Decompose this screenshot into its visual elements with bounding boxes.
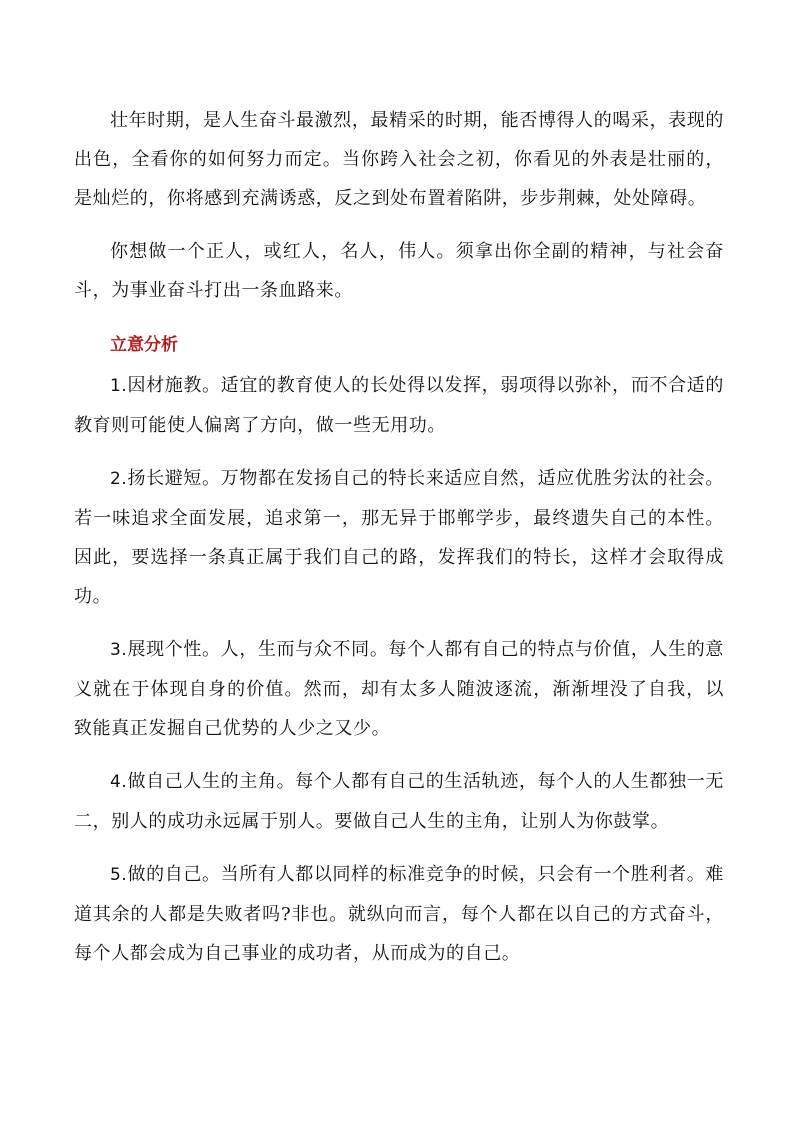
section-heading: 立意分析 — [110, 335, 178, 355]
item-text: 做自己人生的主角。每个人都有自己的生活轨迹，每个人的人生都独一无二，别人的成功永远属于别人。要做自己人生的主角，让别人为你鼓掌。 — [74, 771, 724, 832]
item-number: 5. — [110, 865, 128, 885]
item-text: 扬长避短。万物都在发扬自己的特长来适应自然，适应优胜劣汰的社会。若一味追求全面发展，追求第一，那无异于邯郸学步，最终遗失自己的本性。因此，要选择一条真正属于我们自己的路，发挥我们的特长，这样才会取得成功。 — [74, 468, 724, 607]
analysis-item-3 — [74, 630, 724, 748]
spacer — [74, 748, 724, 762]
spacer — [74, 841, 724, 855]
item-text: 因材施教。适宜的教育使人的长处得以发挥，弱项得以弥补，而不合适的教育则可能使人偏离了方向，做一些无用功。 — [74, 375, 724, 436]
analysis-item-1 — [74, 366, 724, 445]
analysis-item-2 — [74, 459, 724, 616]
item-number: 4. — [110, 772, 128, 792]
intro-paragraph-2: 你想做一个正人，或红人，名人，伟人。须拿出你全副的精神，与社会奋斗，为事业奋斗打出一条血路来。 — [74, 241, 724, 301]
intro-paragraph-1: 壮年时期，是人生奋斗最激烈，最精采的时期，能否博得人的喝采，表现的出色，全看你的如何努力而定。当你跨入社会之初，你看见的外表是壮丽的，是灿烂的，你将感到充满诱惑，反之到处布置着陷阱，步步荆棘，处处障碍。 — [74, 110, 724, 209]
spacer — [74, 616, 724, 630]
analysis-item-5 — [74, 855, 724, 973]
item-text: 展现个性。人，生而与众不同。每个人都有自己的特点与价值，人生的意义就在于体现自身的价值。然而，却有太多人随波逐流，渐渐埋没了自我，以致能真正发掘自己优势的人少之又少。 — [74, 639, 724, 739]
analysis-item-4 — [74, 762, 724, 841]
item-number: 3. — [110, 640, 128, 660]
item-number: 2. — [110, 469, 128, 489]
spacer — [74, 310, 724, 324]
item-text: 做的自己。当所有人都以同样的标准竞争的时候，只会有一个胜利者。难道其余的人都是失败者吗?非也。就纵向而言，每个人都在以自己的方式奋斗，每个人都会成为自己事业的成功者，从而成为的自己。 — [74, 864, 724, 964]
spacer — [74, 445, 724, 459]
spacer — [74, 218, 724, 232]
item-number: 1. — [110, 376, 128, 396]
